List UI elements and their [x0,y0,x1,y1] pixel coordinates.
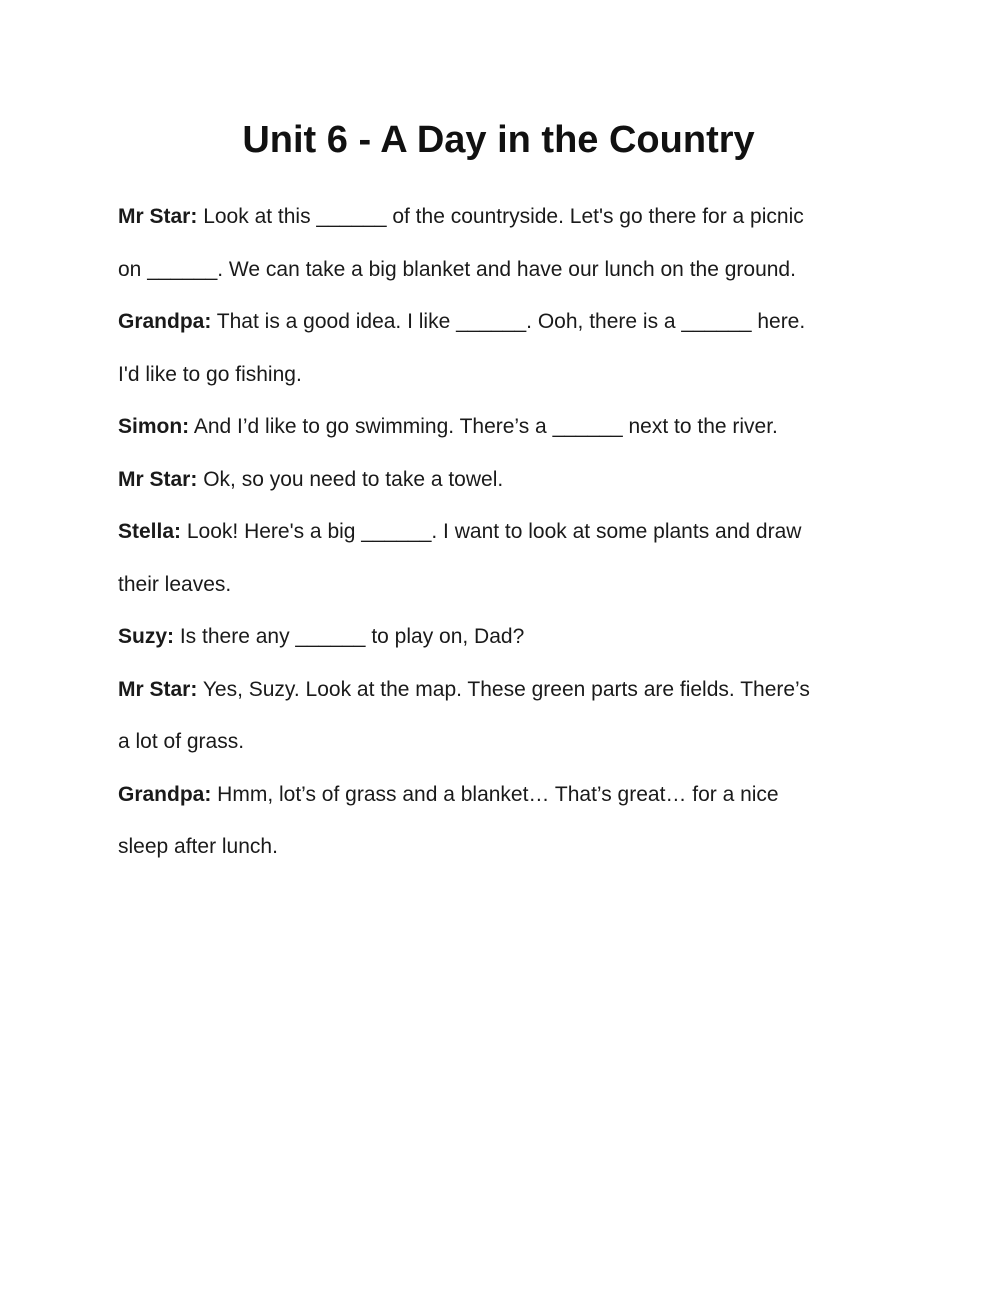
page-title: Unit 6 - A Day in the Country [242,119,755,161]
dialogue-line [118,506,898,559]
line-text: I'd like to go fishing. [118,362,302,386]
dialogue-line [118,349,898,402]
dialogue-line [118,191,898,244]
dialogue-line [118,559,898,612]
dialogue-line [118,769,898,822]
dialogue-line [118,296,898,349]
speaker-name: Grandpa: [118,782,212,806]
dialogue-line [118,454,898,507]
line-text: a lot of grass. [118,730,245,753]
line-text: Yes, Suzy. Look at the map. These green parts are fields. There’s [197,677,810,701]
dialogue-line [118,401,898,454]
dialogue-line [118,716,898,769]
dialogue-line [118,664,898,717]
dialogue-line [118,611,898,664]
line-text: their leaves. [118,572,232,596]
line-text: Look! Here's a big ______. I want to look at some plants and draw [181,520,802,543]
line-text: Look at this ______ of the countryside. Let's go there for a picnic [197,205,804,228]
speaker-name: Mr Star: [118,205,198,228]
line-text: That is a good idea. I like ______. Ooh, there is a ______ here. [211,310,806,333]
speaker-name: Stella: [118,520,182,543]
line-text: Ok, so you need to take a towel. [197,467,504,491]
dialogue-text [118,191,898,874]
dialogue-line [118,244,898,297]
line-text: Hmm, lot’s of grass and a blanket… That’s great… for a nice [211,782,779,806]
line-text: on ______. We can take a big blanket and have our lunch on the ground. [118,257,796,281]
speaker-name: Simon: [118,415,190,438]
speaker-name: Suzy: [118,625,175,648]
line-text: Is there any ______ to play on, Dad? [174,625,525,648]
speaker-name: Grandpa: [118,310,212,333]
line-text: And I’d like to go swimming. There’s a ______ next to the river. [189,415,778,438]
speaker-name: Mr Star: [118,677,198,701]
line-text: sleep after lunch. [118,835,278,858]
speaker-name: Mr Star: [118,467,198,491]
dialogue-line [118,821,898,874]
